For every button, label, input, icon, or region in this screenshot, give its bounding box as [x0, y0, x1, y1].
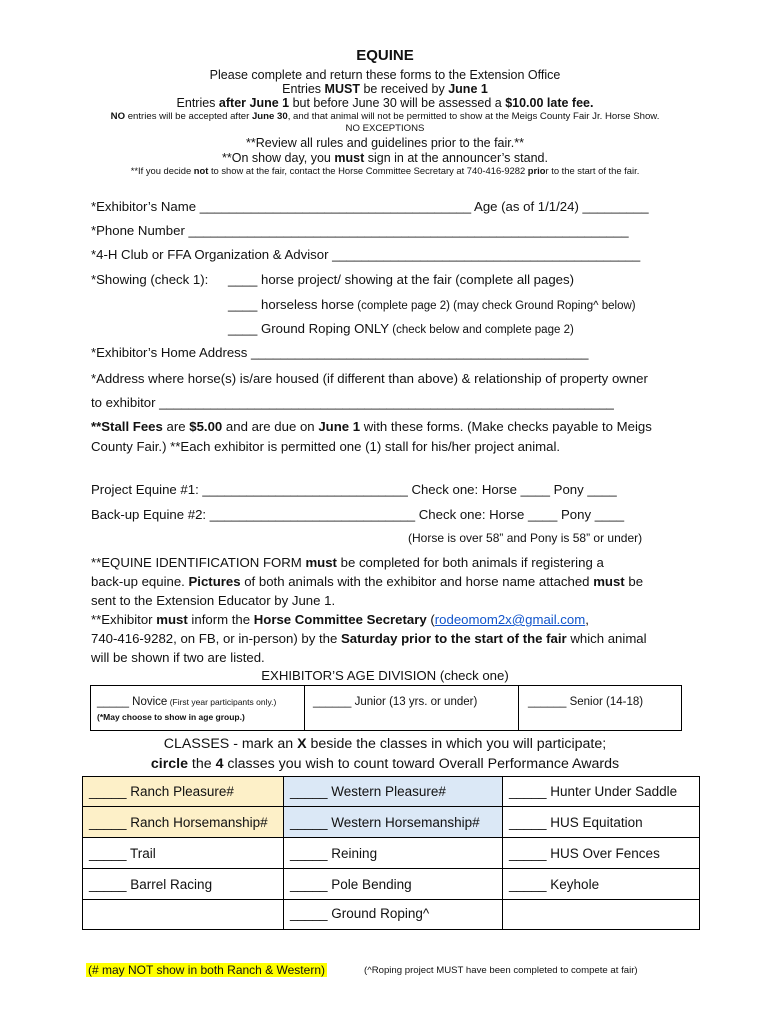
senior-option[interactable]: ______ Senior (14-18)	[528, 696, 644, 708]
roping-note: (^Roping project MUST have been completed to compete at fair)	[364, 965, 638, 976]
page-title: EQUINE	[356, 47, 414, 64]
header-line-1: Please complete and return these forms to the Extension Office	[209, 68, 561, 82]
phone-field[interactable]: *Phone Number ____________________________________________________________	[91, 223, 629, 238]
novice-option[interactable]: _____ Novice (First year participants only.)	[97, 696, 277, 708]
header-line-6: **Review all rules and guidelines prior to the fair.**	[246, 136, 524, 150]
junior-option[interactable]: ______ Junior (13 yrs. or under)	[313, 696, 478, 708]
class-trail[interactable]: _____ Trail	[83, 838, 284, 869]
home-address-field[interactable]: *Exhibitor’s Home Address ______________________________________________	[91, 345, 589, 360]
ranch-western-note: (# may NOT show in both Ranch & Western)	[88, 963, 325, 977]
class-reining[interactable]: _____ Reining	[284, 838, 503, 869]
backup-equine-field[interactable]: Back-up Equine #2: ____________________________ Check one: Horse ____ Pony ____	[91, 507, 625, 522]
class-ground-roping[interactable]: _____ Ground Roping^	[284, 900, 503, 930]
class-hus-over-fences[interactable]: _____ HUS Over Fences	[503, 838, 700, 869]
exhibitor-name-field[interactable]: *Exhibitor’s Name _____________________________________ Age (as of 1/1/24) _________	[91, 199, 649, 214]
classes-heading: CLASSES - mark an X beside the classes in which you will participate;	[163, 736, 607, 752]
header-line-4: NO entries will be accepted after June 30, and that animal will not be permitted to show at the Meigs County Fair Jr. Horse Show.	[110, 111, 660, 122]
class-barrel-racing[interactable]: _____ Barrel Racing	[83, 869, 284, 900]
size-note: (Horse is over 58” and Pony is 58” or under)	[408, 531, 643, 545]
header-line-8: **If you decide not to show at the fair, contact the Horse Committee Secretary at 740-416-9282 prior to the start of the fair.	[130, 165, 640, 176]
showing-option-horse-project[interactable]: ____ horse project/ showing at the fair (complete all pages)	[228, 272, 574, 287]
id-form-line-2: back-up equine. Pictures of both animals with the exhibitor and horse name attached must be	[91, 574, 644, 589]
showing-option-horseless[interactable]: ____ horseless horse (complete page 2) (may check Ground Roping^ below)	[228, 297, 636, 312]
id-form-line-1: **EQUINE IDENTIFICATION FORM must be completed for both animals if registering a	[91, 555, 604, 570]
class-keyhole[interactable]: _____ Keyhole	[503, 869, 700, 900]
class-hus-equitation[interactable]: _____ HUS Equitation	[503, 807, 700, 838]
stall-fees-text: **Stall Fees are $5.00 and are due on June 1 with these forms. (Make checks payable to Meigs	[91, 419, 652, 434]
classes-table	[82, 776, 700, 930]
class-ranch-horsemanship[interactable]: _____ Ranch Horsemanship#	[83, 807, 284, 838]
id-form-line-6: will be shown if two are listed.	[91, 650, 265, 665]
club-advisor-field[interactable]: *4-H Club or FFA Organization & Advisor __________________________________________	[91, 247, 641, 262]
class-hunter-under-saddle[interactable]: _____ Hunter Under Saddle	[503, 777, 700, 807]
class-western-horsemanship[interactable]: _____ Western Horsemanship#	[284, 807, 503, 838]
class-empty-cell	[503, 900, 700, 930]
showing-option-roping-only[interactable]: ____ Ground Roping ONLY (check below and complete page 2)	[228, 321, 574, 336]
showing-label: *Showing (check 1):	[91, 272, 209, 287]
header-line-2: Entries MUST be received by June 1	[282, 82, 488, 96]
header-line-5: NO EXCEPTIONS	[345, 123, 425, 134]
id-form-line-4: **Exhibitor must inform the Horse Committee Secretary (rodeomom2x@gmail.com,	[91, 612, 589, 627]
header-line-3: Entries after June 1 but before June 30 will be assessed a $10.00 late fee.	[176, 96, 594, 110]
class-ranch-pleasure[interactable]: _____ Ranch Pleasure#	[83, 777, 284, 807]
id-form-line-3: sent to the Extension Educator by June 1.	[91, 593, 336, 608]
secretary-email-link[interactable]: rodeomom2x@gmail.com	[434, 612, 586, 627]
age-division-heading: EXHIBITOR’S AGE DIVISION (check one)	[261, 668, 509, 683]
age-division-box	[90, 685, 682, 731]
header-line-7: **On show day, you must sign in at the announcer’s stand.	[222, 151, 548, 165]
novice-note: (*May choose to show in age group.)	[97, 712, 245, 722]
housed-address-label: *Address where horse(s) is/are housed (if different than above) & relationship of property owner	[91, 371, 648, 386]
class-empty-cell	[83, 900, 284, 930]
id-form-line-5: 740-416-9282, on FB, or in-person) by the Saturday prior to the start of the fair which animal	[91, 631, 647, 646]
class-western-pleasure[interactable]: _____ Western Pleasure#	[284, 777, 503, 807]
stall-fees-text-2: County Fair.) **Each exhibitor is permitted one (1) stall for his/her project animal.	[91, 439, 561, 454]
housed-address-field[interactable]: to exhibitor ______________________________________________________________	[91, 395, 614, 410]
classes-subheading: circle the 4 classes you wish to count toward Overall Performance Awards	[150, 756, 620, 772]
project-equine-field[interactable]: Project Equine #1: ____________________________ Check one: Horse ____ Pony ____	[91, 482, 617, 497]
class-pole-bending[interactable]: _____ Pole Bending	[284, 869, 503, 900]
